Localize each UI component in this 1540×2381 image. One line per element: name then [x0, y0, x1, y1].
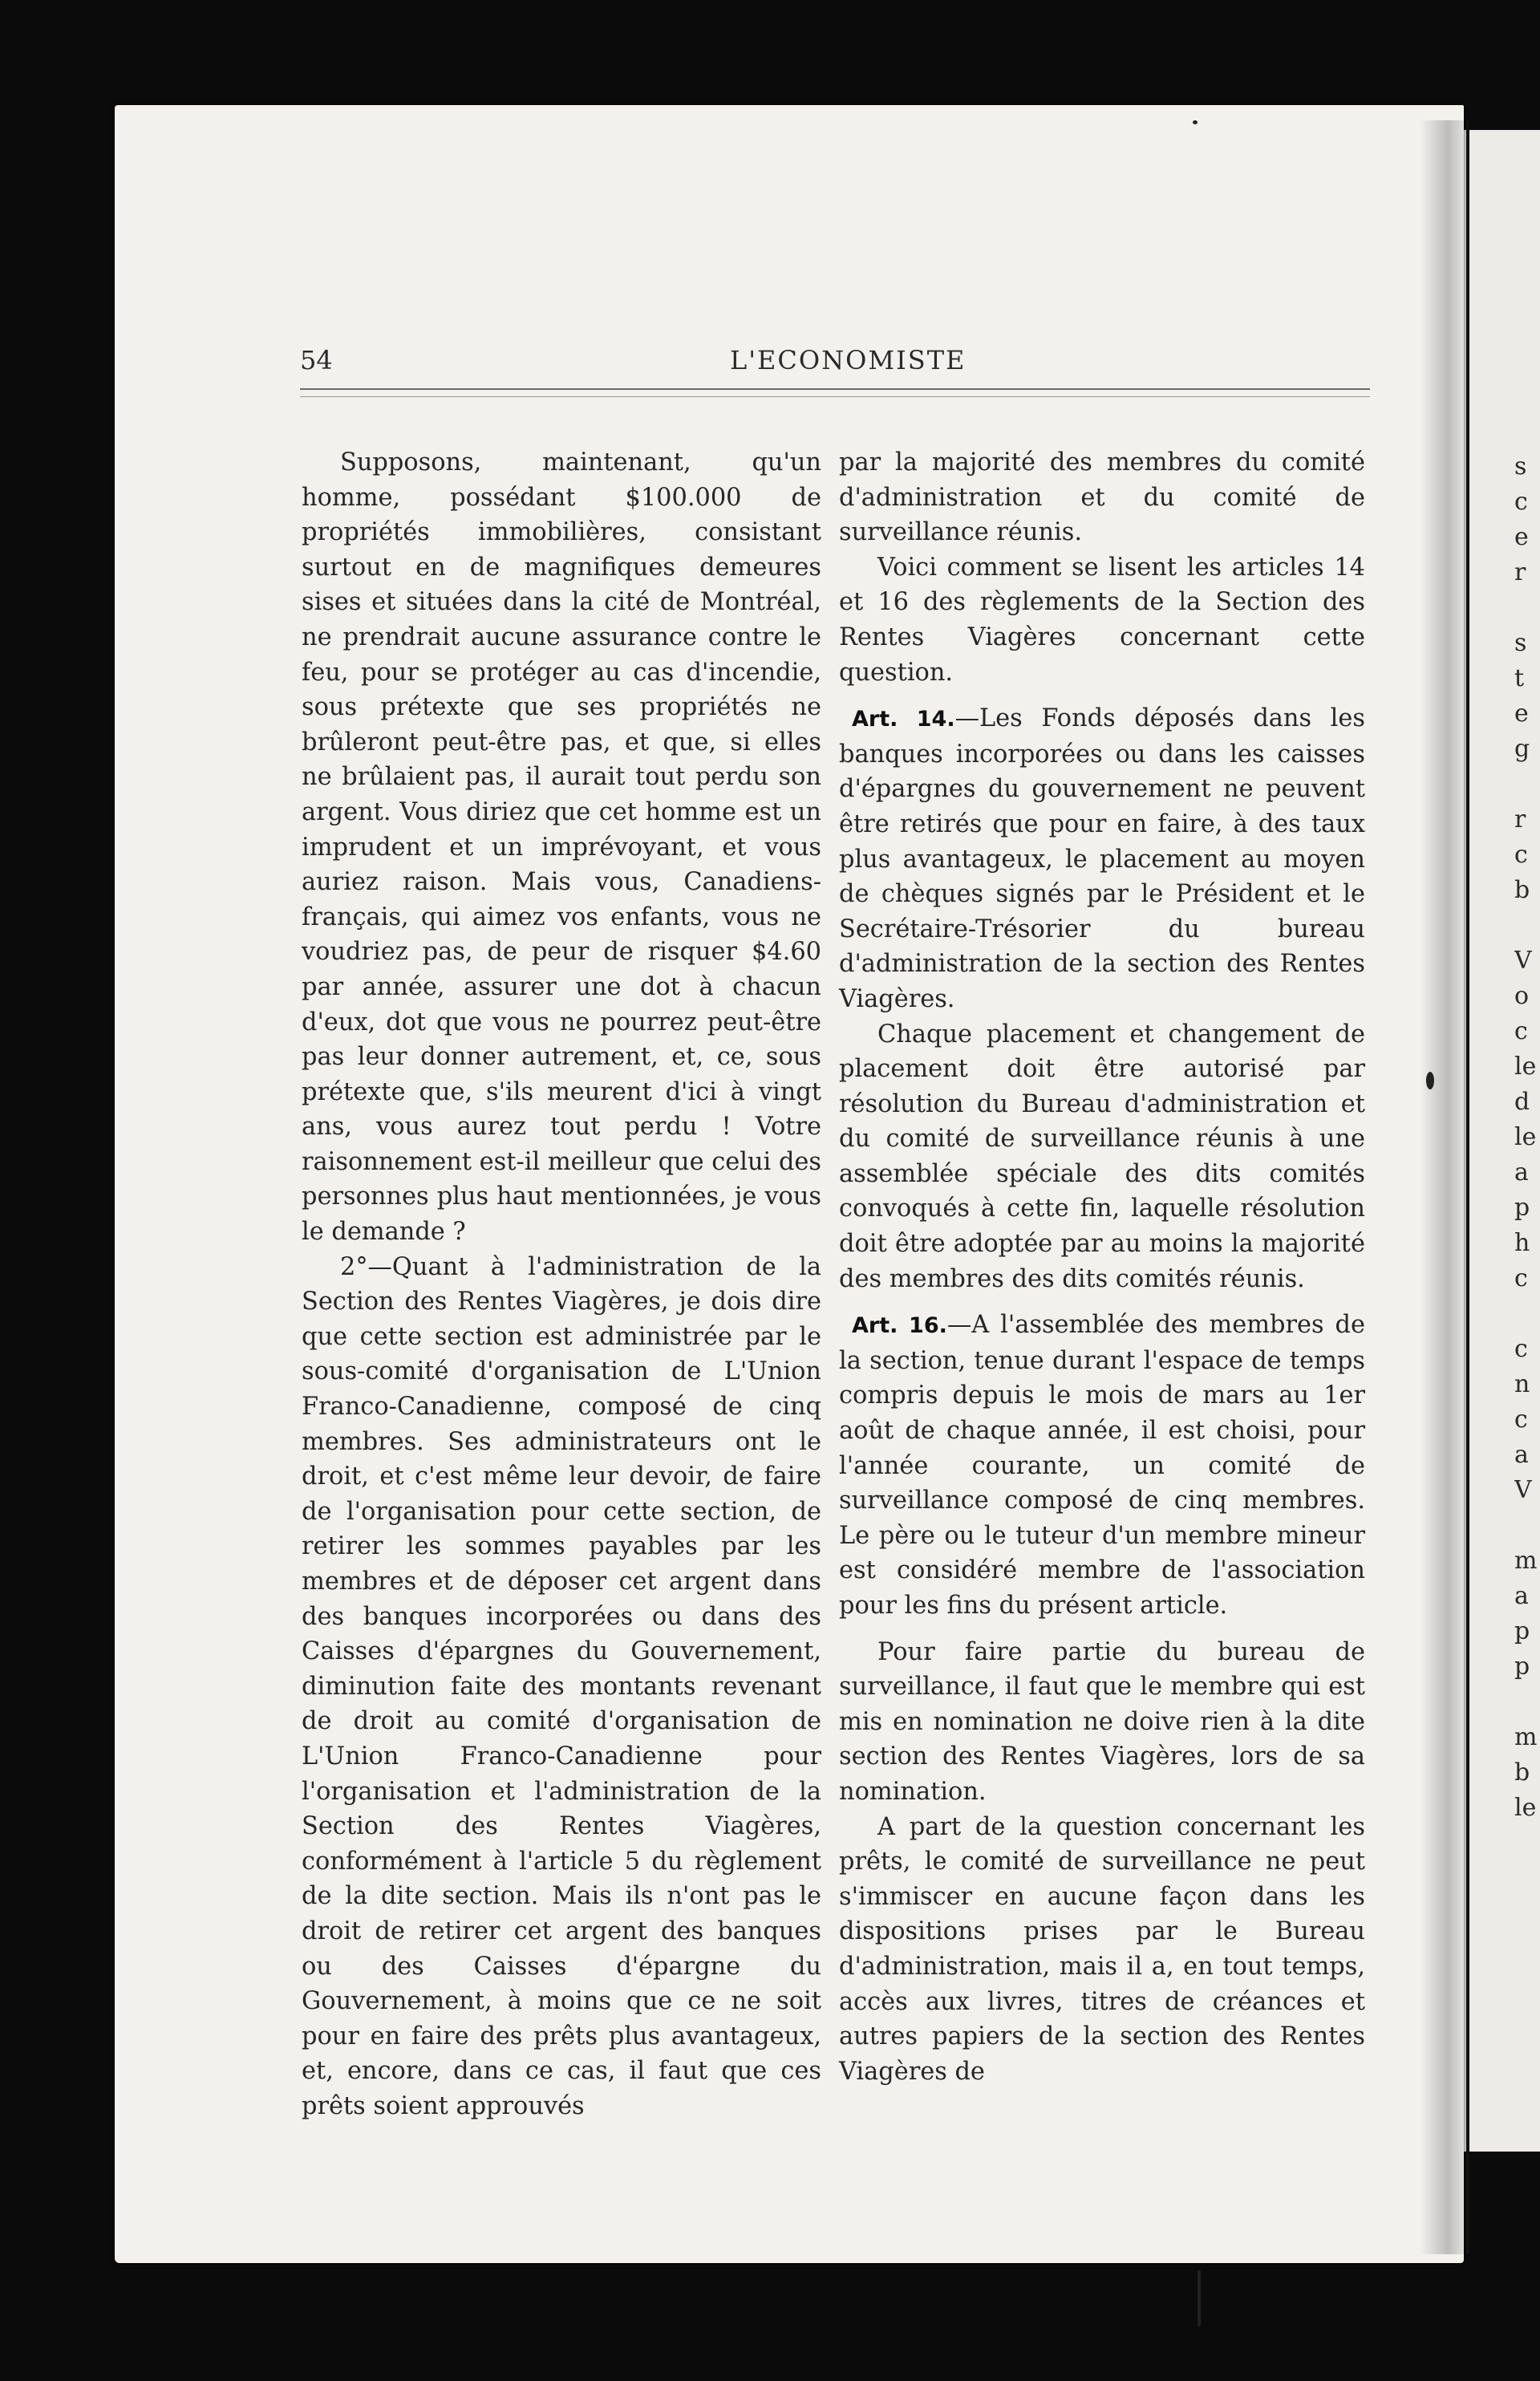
header-rule-thin: [300, 396, 1370, 397]
paragraph: A part de la question concernant les prêts, le comité de surveillance ne peut s'immiscer en aucune façon dans les dispositions prises par le Bureau d'administration, mais il a, en tout temps, accès aux livres, titres de créances et autres papiers de la section des Rentes Viagères de: [839, 1812, 1365, 2086]
facing-page-fragment: s: [1514, 629, 1527, 657]
facing-page-fragment: p: [1514, 1653, 1530, 1681]
paragraph: Supposons, maintenant, qu'un homme, possédant $100.000 de propriétés immobilières, consistant surtout en de magnifiques demeures sises et situées dans la cité de Montréal, ne prendrait aucune assurance contre le feu, pour se protéger au cas d'incendie, sous prétexte que ses propriétés ne brûleront peut-être pas, et que, si elles ne brûlaient pas, il aurait tout perdu son argent. Vous diriez que cet homme est un imprudent et un imprévoyant, et vous auriez raison. Mais vous, Canadiens-français, qui aimez vos enfants, vous ne voudriez pas, de peur de risquer $4.60 par année, assurer une dot à chacun d'eux, dot que vous ne pourrez peut-être pas leur donner autrement, et, ce, sous prétexte que, s'ils meurent d'ici à vingt ans, vous aurez tout perdu ! Votre raisonnement est-il meilleur que celui des personnes plus haut mentionnées, je vous le demande ?: [302, 448, 821, 1247]
print-speck: [1198, 2270, 1201, 2326]
paragraph: Pour faire partie du bureau de surveillance, il faut que le membre qui est mis en nomination ne doive rien à la dite section des Rentes Viagères, lors de sa nomination.: [839, 1637, 1365, 1806]
article-text: —A l'assemblée des membres de la section, tenue durant l'espace de temps compris depuis le mois de mars au 1er août de chaque année, il est choisi, pour l'année courante, un comité de surveillance composé de cinq membres. Le père ou le tuteur d'un membre mineur est considéré membre de l'association pour les fins du présent article.: [839, 1311, 1365, 1620]
facing-page-fragment: [1514, 1685, 1540, 1720]
facing-page-fragment: le: [1514, 1053, 1537, 1081]
article-label: Art. 14.: [852, 707, 955, 732]
facing-page-fragment: a: [1514, 1441, 1529, 1469]
facing-page-fragment: g: [1514, 735, 1530, 763]
facing-page-fragment: c: [1514, 1017, 1528, 1045]
facing-page-fragment: c: [1514, 1264, 1528, 1292]
page-number: 54: [300, 345, 333, 375]
article-label: Art. 16.: [852, 1313, 947, 1339]
facing-page-fragment: b: [1514, 876, 1530, 904]
facing-page-fragment: r: [1514, 805, 1526, 834]
facing-page-fragment: m: [1514, 1547, 1538, 1575]
facing-page-fragment: n: [1514, 1370, 1530, 1398]
facing-page-fragment: e: [1514, 700, 1529, 728]
facing-page-fragment: c: [1514, 488, 1528, 516]
left-column: [302, 445, 821, 2124]
facing-page-fragment: [1514, 1508, 1540, 1543]
paragraph: 2°—Quant à l'administration de la Section des Rentes Viagères, je dois dire que cette section est administrée par le sous-comité d'organisation de L'Union Franco-Canadienne, composé de cinq membres. Ses administrateurs ont le droit, et c'est même leur devoir, de faire de l'organisation pour cette section, de retirer les sommes payables par les membres et de déposer cet argent dans des banques incorporées ou dans des Caisses d'épargnes du Gouvernement, diminution faite des montants revenant de droit au comité d'organisation de L'Union Franco-Canadienne pour l'organisation et l'administration de la Section des Rentes Viagères, conformément à l'article 5 du règlement de la dite section. Mais ils n'ont pas le droit de retirer cet argent des banques ou des Caisses d'épargne du Gouvernement, à moins que ce ne soit pour en faire des prêts plus avantageux, et, encore, dans ce cas, il faut que ces prêts soient approuvés: [302, 1252, 821, 2120]
facing-page-text: [1514, 449, 1540, 1826]
article-14: [839, 701, 1365, 1016]
paragraph: Voici comment se lisent les articles 14 et 16 des règlements de la Section des Rentes Viagères concernant cette question.: [839, 553, 1365, 687]
article-16: [839, 1308, 1365, 1623]
facing-page-fragment: p: [1514, 1194, 1530, 1222]
print-speck: [1426, 1072, 1434, 1089]
running-head: [300, 345, 1370, 385]
paragraph-continuation: par la majorité des membres du comité d'administration et du comité de surveillance réunis.: [839, 448, 1365, 547]
print-speck: [1193, 120, 1198, 124]
facing-page-fragment: m: [1514, 1723, 1538, 1751]
paragraph: Chaque placement et changement de placement doit être autorisé par résolution du Bureau d'administration et du comité de surveillance réunis à une assemblée spéciale des dits comités convoqués à cette fin, laquelle résolution doit être adoptée par au moins la majorité des membres des dits comités réunis.: [839, 1020, 1365, 1293]
facing-page-fragment: h: [1514, 1229, 1530, 1257]
facing-page-fragment: a: [1514, 1582, 1529, 1610]
header-rule: [300, 388, 1370, 390]
right-column: [839, 445, 1365, 2089]
facing-page-fragment: [1514, 590, 1540, 626]
facing-page-fragment: V: [1514, 947, 1532, 975]
facing-page-fragment: V: [1514, 1476, 1532, 1504]
facing-page-fragment: t: [1514, 664, 1525, 692]
facing-page-fragment: r: [1514, 558, 1526, 586]
facing-page-fragment: le: [1514, 1794, 1537, 1822]
facing-page-fragment: s: [1514, 452, 1527, 481]
facing-page-fragment: c: [1514, 1335, 1528, 1363]
facing-page-fragment: le: [1514, 1123, 1537, 1151]
facing-page-fragment: c: [1514, 1405, 1528, 1434]
facing-page-fragment: a: [1514, 1158, 1529, 1186]
facing-page-fragment: [1514, 1296, 1540, 1332]
facing-page-fragment: b: [1514, 1758, 1530, 1787]
facing-page-fragment: [1514, 767, 1540, 802]
page-gutter-shadow: [1420, 120, 1469, 2254]
facing-page-fragment: e: [1514, 523, 1529, 551]
facing-page-fragment: o: [1514, 982, 1530, 1010]
facing-page-fragment: p: [1514, 1617, 1530, 1645]
article-text: —Les Fonds déposés dans les banques incorporées ou dans les caisses d'épargnes du gouvernement ne peuvent être retirés que pour en faire, à des taux plus avantageux, le placement au moyen de chèques signés par le Président et le Secrétaire-Trésorier du bureau d'administration de la section des Rentes Viagères.: [839, 704, 1365, 1013]
facing-page-fragment: c: [1514, 841, 1528, 869]
journal-title: L'ECONOMISTE: [730, 345, 967, 375]
facing-page-fragment: d: [1514, 1088, 1530, 1116]
facing-page-fragment: [1514, 908, 1540, 943]
